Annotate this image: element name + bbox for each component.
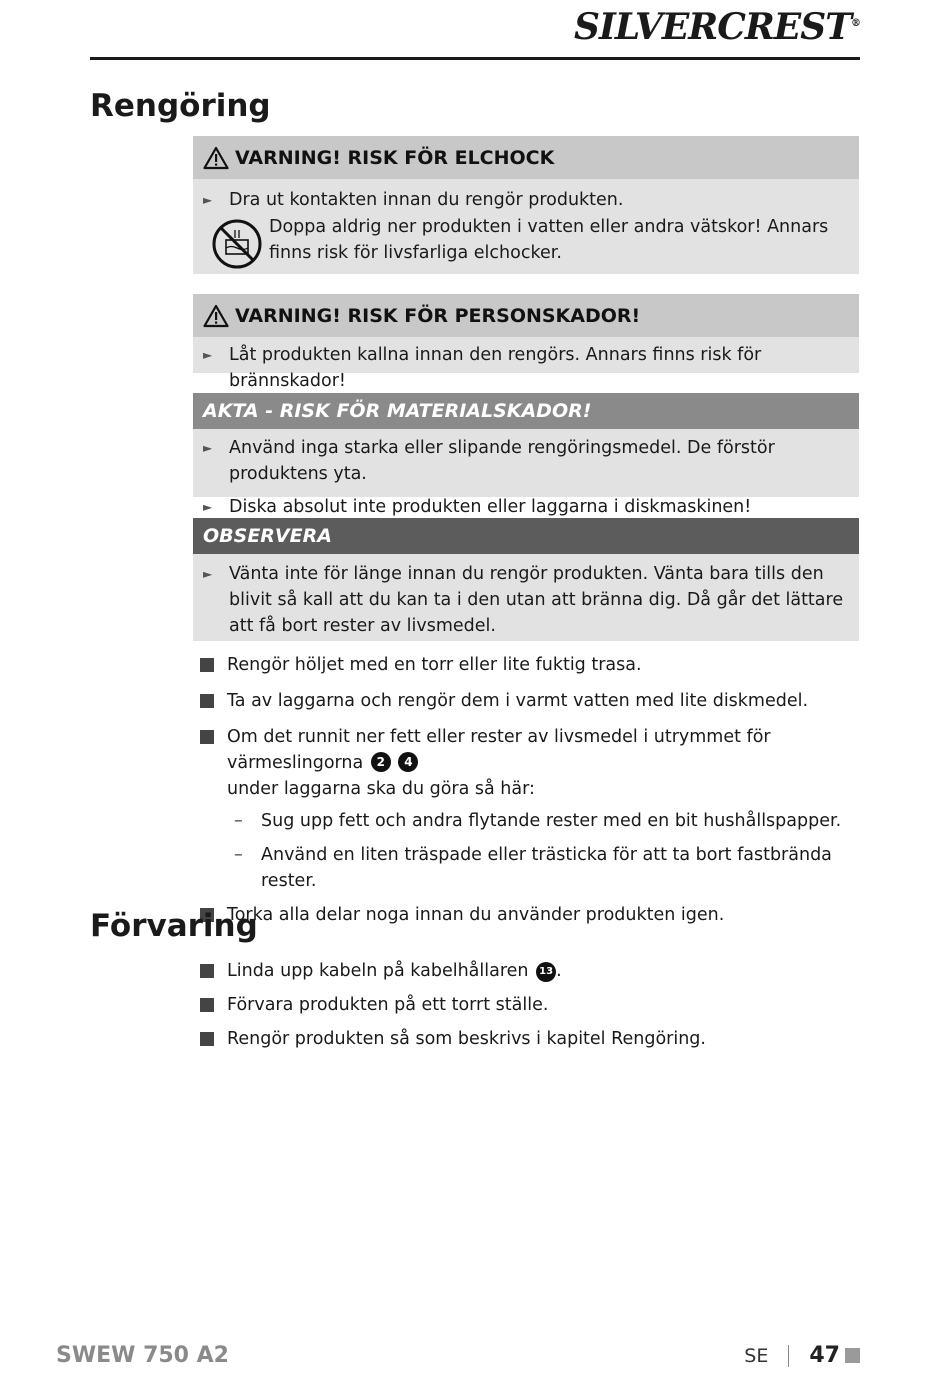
- list-item-text: Använd en liten träspade eller trästicka för att ta bort fastbrända rester.: [261, 845, 832, 891]
- bullet-square-icon: [200, 730, 214, 744]
- warning-title: VARNING! RISK FÖR PERSONSKADOR!: [235, 304, 641, 327]
- list-item: [203, 435, 847, 487]
- section-title-storage: Förvaring: [90, 908, 258, 944]
- list-item-text: Använd inga starka eller slipande rengöringsmedel. De förstör produktens yta.: [229, 438, 775, 484]
- warning-box-electric-shock: [193, 136, 859, 274]
- text-part: .: [556, 961, 562, 981]
- note-header: OBSERVERA: [193, 518, 859, 554]
- bullet-arrow-icon: ►: [203, 193, 213, 207]
- no-water-text: Doppa aldrig ner produkten i vatten eller andra vätskor! Annars finns risk för livsfarliga elchocker.: [269, 217, 829, 263]
- bullet-arrow-icon: ►: [203, 500, 213, 514]
- warning-triangle-icon: [203, 304, 229, 328]
- bullet-square-icon: [200, 694, 214, 708]
- list-item: [200, 652, 860, 678]
- footer-model: SWEW 750 A2: [56, 1343, 229, 1368]
- list-item-text: Dra ut kontakten innan du rengör produkten.: [229, 190, 624, 210]
- storage-steps-list: [200, 958, 860, 1062]
- list-item-text: Rengör produkten så som beskrivs i kapitel Rengöring.: [227, 1029, 706, 1049]
- list-item: [200, 724, 860, 802]
- list-item-text: Vänta inte för länge innan du rengör produkten. Vänta bara tills den blivit så kall att du kan ta i den utan att bränna dig. Då går det lättare att få bort rester av livsmedel.: [229, 564, 844, 636]
- list-item: [203, 187, 847, 213]
- bullet-dash-icon: –: [234, 845, 243, 865]
- bullet-arrow-icon: ►: [203, 567, 213, 581]
- list-item: [200, 958, 860, 984]
- reference-number-badge: 4: [398, 752, 418, 772]
- list-item: [200, 902, 860, 928]
- footer-separator: [788, 1345, 789, 1367]
- list-item-text: Rengör höljet med en torr eller lite fuktig trasa.: [227, 655, 642, 675]
- bullet-square-icon: [200, 658, 214, 672]
- caution-box-material-damage: [193, 393, 859, 517]
- section-title-cleaning: Rengöring: [90, 88, 271, 124]
- note-body: [193, 554, 859, 652]
- caution-header: AKTA - RISK FÖR MATERIALSKADOR!: [193, 393, 859, 429]
- list-item-text: Låt produkten kallna innan den rengörs. Annars finns risk för brännskador!: [229, 345, 762, 391]
- cleaning-steps-list: [200, 652, 860, 938]
- list-item: [203, 494, 847, 520]
- warning-body: [193, 179, 859, 276]
- warning-header: [193, 294, 859, 337]
- bullet-arrow-icon: ►: [203, 348, 213, 362]
- list-item: [200, 1026, 860, 1052]
- page-number: 47: [809, 1343, 840, 1368]
- list-item-text: [227, 724, 860, 802]
- footer-square-icon: [845, 1348, 860, 1363]
- bullet-dash-icon: –: [234, 811, 243, 831]
- note-box: [193, 518, 859, 641]
- list-item-text: Ta av laggarna och rengör dem i varmt vatten med lite diskmedel.: [227, 691, 809, 711]
- warning-title: VARNING! RISK FÖR ELCHOCK: [235, 146, 555, 169]
- warning-box-personal-injury: [193, 294, 859, 391]
- list-item-text: Sug upp fett och andra flytande rester med en bit hushållspapper.: [261, 811, 842, 831]
- footer-page-info: [744, 1343, 860, 1368]
- no-immersion-icon: [211, 218, 263, 270]
- list-item-text: [227, 958, 562, 984]
- header-rule: [90, 57, 860, 60]
- list-item-text: Torka alla delar noga innan du använder produkten igen.: [227, 905, 725, 925]
- list-item-text: Diska absolut inte produkten eller laggarna i diskmaskinen!: [229, 497, 752, 517]
- reference-number-badge: 2: [371, 752, 391, 772]
- footer-language: SE: [744, 1344, 769, 1367]
- warning-triangle-icon: [203, 146, 229, 170]
- warning-header: [193, 136, 859, 179]
- reference-number-badge: 13: [536, 962, 556, 982]
- text-part: Linda upp kabeln på kabelhållaren: [227, 961, 529, 981]
- bullet-square-icon: [200, 998, 214, 1012]
- list-item: [200, 992, 860, 1018]
- bullet-square-icon: [200, 1032, 214, 1046]
- bullet-square-icon: [200, 964, 214, 978]
- sub-list-item: [234, 808, 860, 834]
- text-part: under laggarna ska du göra så här:: [227, 779, 535, 799]
- brand-logo: SILVERCREST®: [574, 6, 860, 48]
- list-item: [203, 342, 847, 394]
- list-item: [203, 561, 847, 639]
- list-item: [200, 688, 860, 714]
- bullet-arrow-icon: ►: [203, 441, 213, 455]
- no-water-notice: [203, 212, 847, 270]
- sub-list-item: [234, 842, 860, 894]
- text-part: Om det runnit ner fett eller rester av livsmedel i utrymmet för värmeslingorna: [227, 727, 771, 773]
- list-item-text: Förvara produkten på ett torrt ställe.: [227, 995, 549, 1015]
